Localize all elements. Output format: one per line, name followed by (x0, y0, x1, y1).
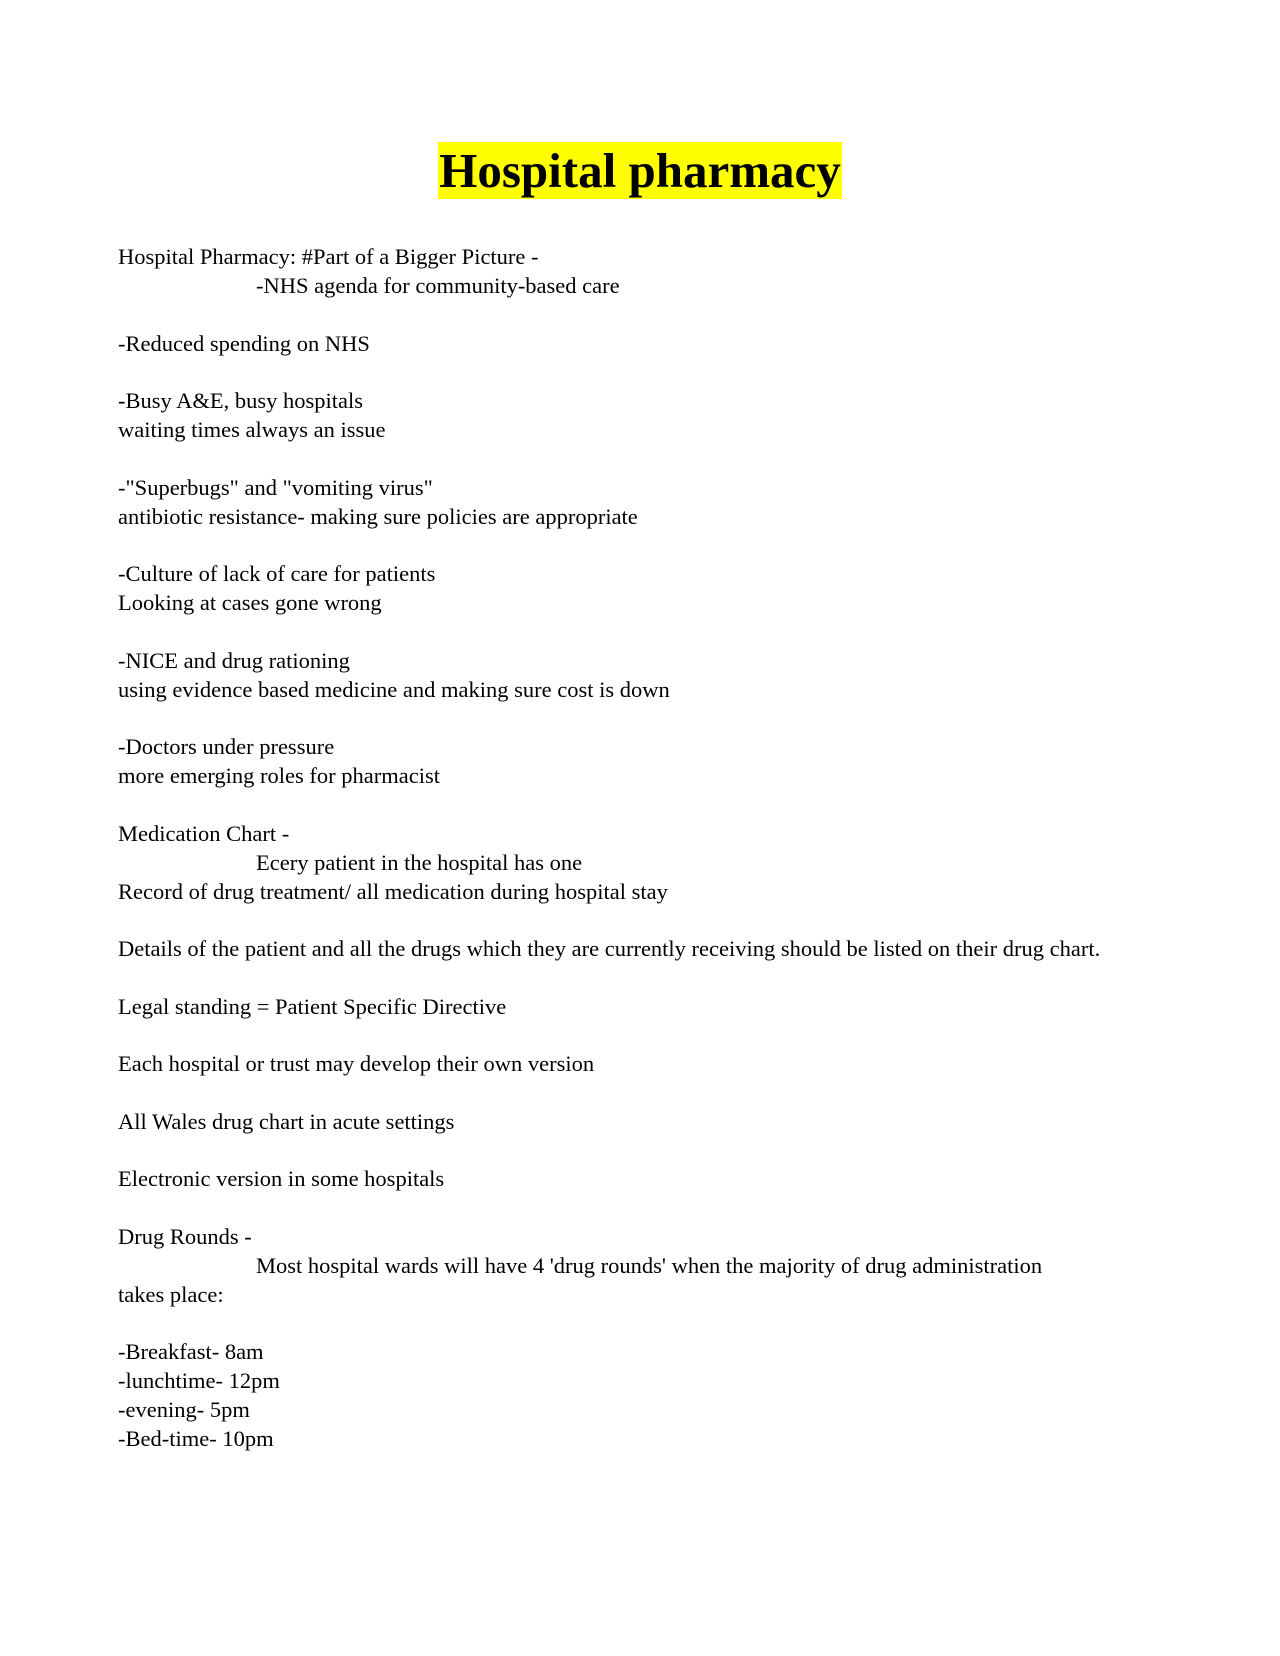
med-chart-sub: Ecery patient in the hospital has one (256, 849, 583, 875)
drug-rounds-sub: Most hospital wards will have 4 'drug rounds' when the majority of drug administration (256, 1252, 1043, 1278)
nice-line: -NICE and drug rationing (118, 647, 350, 673)
waiting-times-line: waiting times always an issue (118, 417, 386, 442)
details-paragraph: Details of the patient and all the drugs which they are currently receiving should be listed on their drug chart. (118, 936, 1101, 961)
doctors-line: -Doctors under pressure (118, 734, 335, 759)
page-title: Hospital pharmacy (439, 143, 841, 198)
spacer (118, 963, 1158, 992)
round-item: -Bed-time- 10pm (118, 1426, 274, 1451)
intro-sub: -NHS agenda for community-based care (256, 273, 620, 298)
takes-place-line: takes place: (118, 1281, 224, 1307)
all-wales-line: All Wales drug chart in acute settings (118, 1108, 455, 1134)
busy-ae-line: -Busy A&E, busy hospitals (118, 388, 364, 413)
spacer (118, 617, 1158, 646)
spacer (118, 531, 1158, 560)
spacer (118, 1021, 1158, 1050)
cases-wrong-line: Looking at cases gone wrong (118, 590, 382, 615)
each-hospital-line: Each hospital or trust may develop their own version (118, 1051, 595, 1076)
title-container (0, 142, 1280, 199)
superbugs-line: -"Superbugs" and "vomiting virus" (118, 474, 433, 500)
med-chart-heading: Medication Chart - (118, 820, 290, 846)
evidence-line: using evidence based medicine and making sure cost is down (118, 676, 670, 702)
round-item: -Breakfast- 8am (118, 1339, 264, 1364)
legal-line: Legal standing = Patient Specific Directive (118, 993, 507, 1019)
antibiotic-line: antibiotic resistance- making sure policies are appropriate (118, 503, 638, 529)
document-body (118, 242, 1158, 1453)
spacer (118, 704, 1158, 733)
emerging-roles-line: more emerging roles for pharmacist (118, 763, 440, 788)
electronic-line: Electronic version in some hospitals (118, 1166, 445, 1191)
spacer (118, 1078, 1158, 1107)
spacer (118, 358, 1158, 387)
record-line: Record of drug treatment/ all medication during hospital stay (118, 878, 668, 904)
round-item: -evening- 5pm (118, 1397, 250, 1422)
spacer (118, 444, 1158, 473)
spacer (118, 906, 1158, 935)
spacer (118, 1309, 1158, 1338)
reduced-spending-line: -Reduced spending on NHS (118, 330, 370, 356)
drug-rounds-heading: Drug Rounds - (118, 1223, 252, 1249)
spacer (118, 790, 1158, 819)
spacer (118, 300, 1158, 329)
round-item: -lunchtime- 12pm (118, 1368, 280, 1393)
spacer (118, 1136, 1158, 1165)
spacer (118, 1193, 1158, 1222)
intro-heading: Hospital Pharmacy: #Part of a Bigger Picture - (118, 244, 539, 269)
culture-line: -Culture of lack of care for patients (118, 561, 436, 586)
